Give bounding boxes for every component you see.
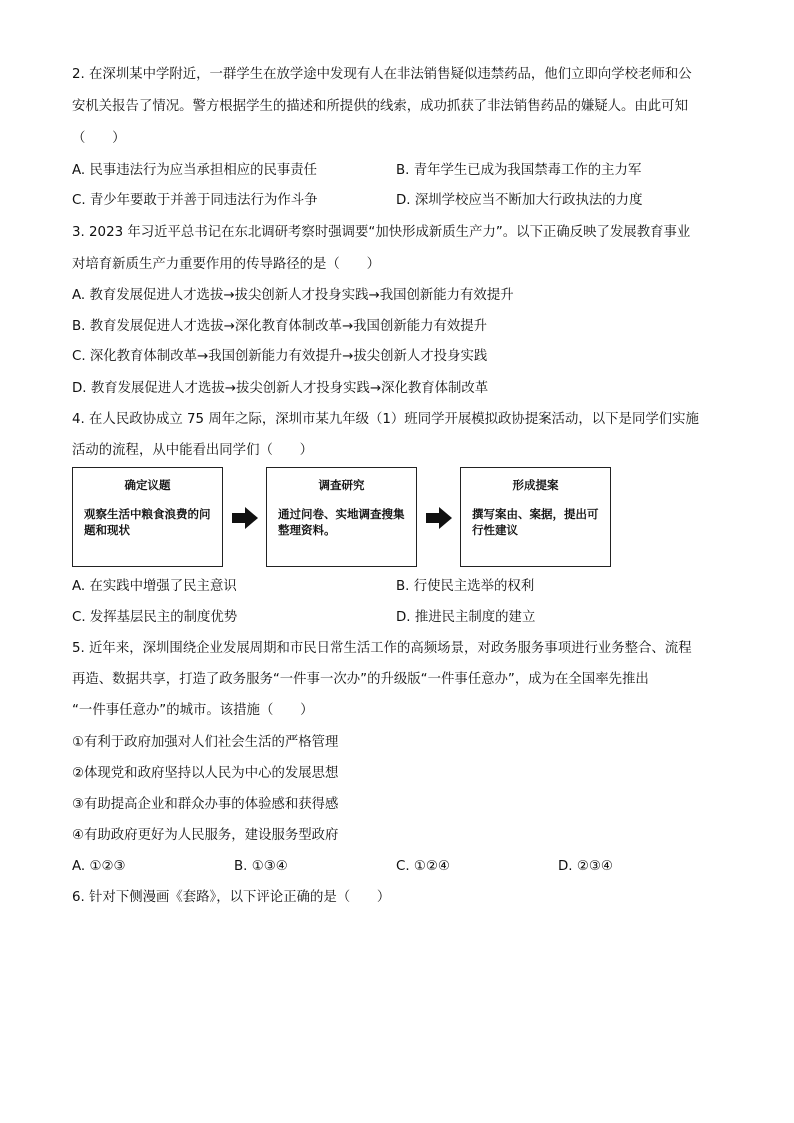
q5-statement-2: ②体现党和政府坚持以人民为中心的发展思想 <box>72 766 339 781</box>
q5-stem-line-3: “一件事任意办”的城市。该措施（ ） <box>72 703 314 718</box>
q5-option-b: B. ①③④ <box>234 859 288 874</box>
q3-stem-line-2: 对培育新质生产力重要作用的传导路径的是（ ） <box>72 257 380 272</box>
q2-stem-line-1: 2. 在深圳某中学附近，一群学生在放学途中发现有人在非法销售疑似违禁药品，他们立即向学校老师和公 <box>72 67 692 82</box>
q2-option-b: B. 青年学生已成为我国禁毒工作的主力军 <box>396 163 642 178</box>
q4-stem-line-1: 4. 在人民政协成立 75 周年之际，深圳市某九年级（1）班同学开展模拟政协提案活动，以下是同学们实施 <box>72 412 699 427</box>
q4-option-d: D. 推进民主制度的建立 <box>396 610 536 625</box>
q3-option-b: B. 教育发展促进人才选拔→深化教育体制改革→我国创新能力有效提升 <box>72 319 488 334</box>
q2-stem-line-3: （ ） <box>72 131 126 146</box>
q2-option-c: C. 青少年要敢于并善于同违法行为作斗争 <box>72 193 318 208</box>
flow-step-1-body: 观察生活中粮食浪费的问题和现状 <box>84 507 211 537</box>
q4-option-b: B. 行使民主选举的权利 <box>396 579 535 594</box>
flow-arrow-icon <box>232 507 258 529</box>
flow-step-3 <box>460 467 611 567</box>
q6-stem-line-1: 6. 针对下侧漫画《套路》，以下评论正确的是（ ） <box>72 890 391 905</box>
q5-statement-4: ④有助政府更好为人民服务，建设服务型政府 <box>72 828 339 843</box>
flow-step-1-title: 确定议题 <box>124 478 171 492</box>
flow-step-2 <box>266 467 417 567</box>
q3-option-d: D. 教育发展促进人才选拔→拔尖创新人才投身实践→深化教育体制改革 <box>72 381 489 396</box>
q2-option-a: A. 民事违法行为应当承担相应的民事责任 <box>72 163 318 178</box>
q5-statement-1: ①有利于政府加强对人们社会生活的严格管理 <box>72 735 339 750</box>
q3-option-a: A. 教育发展促进人才选拔→拔尖创新人才投身实践→我国创新能力有效提升 <box>72 288 514 303</box>
flow-step-1 <box>72 467 223 567</box>
flow-step-3-body: 撰写案由、案据，提出可行性建议 <box>472 507 599 537</box>
q2-stem-line-2: 安机关报告了情况。警方根据学生的描述和所提供的线索，成功抓获了非法销售药品的嫌疑人。由此可知 <box>72 99 688 114</box>
q5-option-a: A. ①②③ <box>72 859 126 874</box>
flow-arrow-icon <box>426 507 452 529</box>
q4-stem-line-2: 活动的流程，从中能看出同学们（ ） <box>72 443 314 458</box>
flow-step-3-title: 形成提案 <box>512 478 559 492</box>
q3-option-c: C. 深化教育体制改革→我国创新能力有效提升→拔尖创新人才投身实践 <box>72 349 488 364</box>
q5-statement-3: ③有助提高企业和群众办事的体验感和获得感 <box>72 797 339 812</box>
flow-step-2-body: 通过问卷、实地调查搜集整理资料。 <box>278 507 405 537</box>
q4-option-c: C. 发挥基层民主的制度优势 <box>72 610 238 625</box>
q2-option-d: D. 深圳学校应当不断加大行政执法的力度 <box>396 193 643 208</box>
q5-stem-line-1: 5. 近年来，深圳围绕企业发展周期和市民日常生活工作的高频场景，对政务服务事项进行业务整合、流程 <box>72 641 692 656</box>
q5-option-c: C. ①②④ <box>396 859 450 874</box>
q5-stem-line-2: 再造、数据共享，打造了政务服务“一件事一次办”的升级版“一件事任意办”，成为在全国率先推出 <box>72 672 649 687</box>
q4-option-a: A. 在实践中增强了民主意识 <box>72 579 237 594</box>
q5-option-d: D. ②③④ <box>558 859 613 874</box>
flow-step-2-title: 调查研究 <box>318 478 365 492</box>
q3-stem-line-1: 3. 2023 年习近平总书记在东北调研考察时强调要“加快形成新质生产力”。以下正确反映了发展教育事业 <box>72 225 691 240</box>
